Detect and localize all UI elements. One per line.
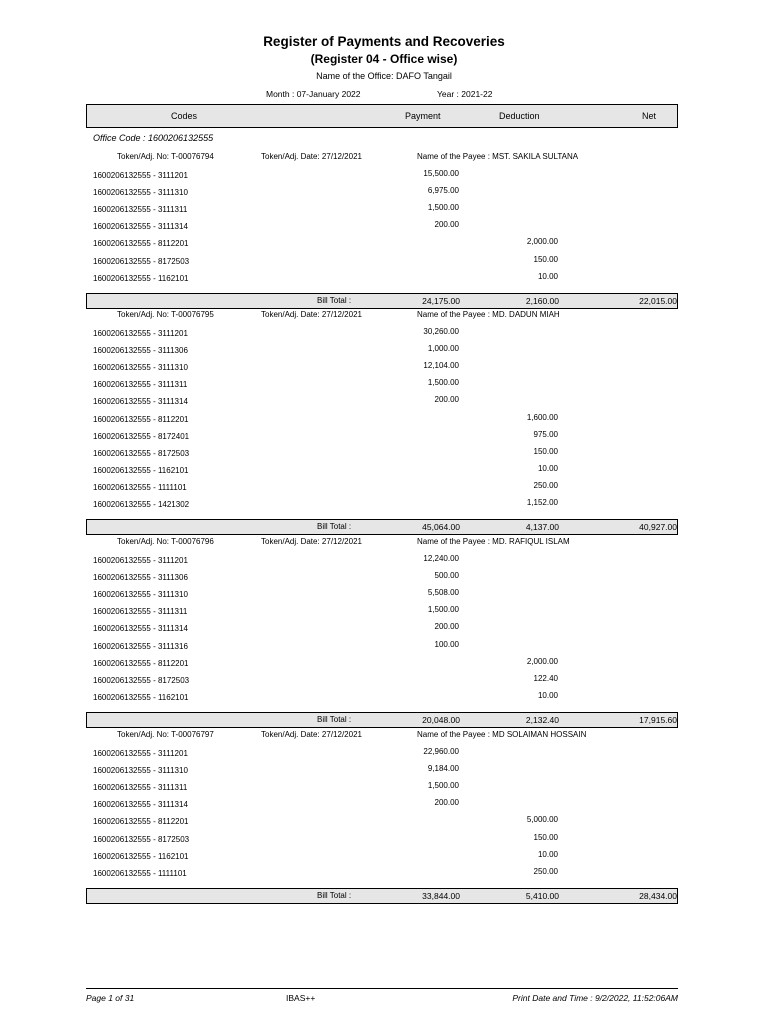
row-code: 1600206132555 - 3111314: [93, 397, 188, 407]
token-number: Token/Adj. No: T-00076797: [117, 730, 214, 739]
row-deduction: 250.00: [533, 480, 558, 490]
row-code: 1600206132555 - 3111310: [93, 766, 188, 776]
row-deduction: 2,000.00: [526, 656, 558, 666]
row-code: 1600206132555 - 3111310: [93, 188, 188, 198]
row-code: 1600206132555 - 3111311: [93, 783, 188, 793]
bill-total-row: [86, 888, 678, 904]
row-code: 1600206132555 - 3111306: [93, 573, 188, 583]
row-code: 1600206132555 - 3111311: [93, 607, 188, 617]
office-name: Name of the Office: DAFO Tangail: [316, 71, 452, 81]
row-code: 1600206132555 - 1421302: [93, 500, 190, 509]
row-deduction: 150.00: [533, 446, 558, 456]
row-code: 1600206132555 - 8172503: [93, 256, 190, 266]
row-payment: 30,260.00: [423, 327, 459, 336]
bill-total-label: Bill Total :: [317, 522, 352, 532]
row-payment: 1,000.00: [427, 344, 459, 354]
row-payment: 15,500.00: [423, 169, 459, 178]
token-date: Token/Adj. Date: 27/12/2021: [261, 730, 362, 739]
row-deduction: 975.00: [533, 429, 558, 439]
total-net: 28,434.00: [639, 890, 677, 901]
page-number: Page 1 of 31: [86, 993, 135, 1003]
row-payment: 12,104.00: [423, 361, 459, 371]
row-payment: 5,508.00: [427, 588, 459, 598]
row-code: 1600206132555 - 3111311: [93, 380, 188, 390]
row-payment: 100.00: [434, 639, 459, 649]
row-code: 1600206132555 - 3111310: [93, 590, 188, 600]
token-number: Token/Adj. No: T-00076796: [117, 537, 214, 546]
total-payment: 33,844.00: [422, 890, 460, 901]
row-deduction: 10.00: [537, 849, 558, 859]
token-number: Token/Adj. No: T-00076795: [117, 310, 214, 319]
row-code: 1600206132555 - 3111306: [93, 346, 188, 356]
total-payment: 20,048.00: [422, 714, 460, 725]
row-deduction: 2,000.00: [526, 237, 558, 247]
row-code: 1600206132555 - 3111201: [93, 749, 188, 758]
total-deduction: 5,410.00: [525, 890, 559, 901]
row-code: 1600206132555 - 8112201: [93, 817, 189, 827]
bill-total-row: [86, 519, 678, 535]
row-code: 1600206132555 - 8112201: [93, 658, 189, 668]
row-payment: 200.00: [434, 395, 459, 405]
row-code: 1600206132555 - 8172503: [93, 448, 190, 458]
footer-divider: [86, 988, 678, 989]
row-code: 1600206132555 - 1162101: [93, 692, 189, 702]
report-subtitle: (Register 04 - Office wise): [310, 52, 458, 66]
report-month: Month : 07-January 2022: [266, 89, 361, 99]
row-payment: 200.00: [434, 798, 459, 808]
total-net: 22,015.00: [639, 295, 677, 306]
row-code: 1600206132555 - 3111314: [93, 624, 188, 634]
row-code: 1600206132555 - 3111311: [93, 205, 188, 215]
row-payment: 12,240.00: [423, 554, 459, 563]
bill-total-row: [86, 293, 678, 309]
row-code: 1600206132555 - 8112201: [93, 414, 189, 424]
total-payment: 24,175.00: [422, 295, 460, 306]
row-deduction: 10.00: [537, 690, 558, 700]
total-net: 17,915.60: [639, 714, 677, 725]
office-code: Office Code : 1600206132555: [93, 133, 214, 143]
token-date: Token/Adj. Date: 27/12/2021: [261, 537, 362, 546]
row-payment: 1,500.00: [427, 781, 459, 791]
payee-name: Name of the Payee : MD. RAFIQUL ISLAM: [417, 537, 570, 546]
row-payment: 1,500.00: [427, 605, 459, 615]
report-year: Year : 2021-22: [437, 89, 493, 99]
row-deduction: 122.40: [533, 673, 558, 683]
token-date: Token/Adj. Date: 27/12/2021: [261, 310, 362, 319]
print-datetime: Print Date and Time : 9/2/2022, 11:52:06AM: [512, 993, 678, 1003]
total-deduction: 2,160.00: [525, 295, 559, 306]
row-code: 1600206132555 - 3111314: [93, 222, 188, 232]
row-code: 1600206132555 - 3111201: [93, 171, 188, 180]
row-code: 1600206132555 - 3111310: [93, 363, 188, 373]
row-payment: 500.00: [434, 571, 459, 581]
row-deduction: 150.00: [533, 254, 558, 264]
row-deduction: 1,600.00: [526, 412, 558, 422]
row-payment: 200.00: [434, 622, 459, 632]
token-date: Token/Adj. Date: 27/12/2021: [261, 152, 362, 161]
row-payment: 9,184.00: [427, 764, 459, 774]
row-code: 1600206132555 - 1162101: [93, 851, 189, 861]
total-payment: 45,064.00: [422, 522, 460, 533]
row-code: 1600206132555 - 1111101: [93, 482, 187, 492]
row-code: 1600206132555 - 1162101: [93, 465, 189, 475]
row-code: 1600206132555 - 1162101: [93, 273, 189, 283]
row-code: 1600206132555 - 8172503: [93, 834, 190, 844]
row-deduction: 250.00: [533, 866, 558, 876]
bill-total-label: Bill Total :: [317, 295, 352, 305]
bill-total-label: Bill Total :: [317, 714, 352, 724]
bill-total-row: [86, 712, 678, 728]
total-net: 40,927.00: [639, 522, 677, 533]
row-code: 1600206132555 - 8172503: [93, 675, 190, 685]
row-deduction: 10.00: [537, 463, 558, 473]
row-code: 1600206132555 - 8172401: [93, 431, 190, 441]
row-code: 1600206132555 - 8112201: [93, 239, 189, 249]
column-header-codes: Codes: [171, 111, 198, 121]
row-deduction: 10.00: [537, 271, 558, 281]
bill-total-label: Bill Total :: [317, 890, 352, 900]
report-title: Register of Payments and Recoveries: [263, 34, 505, 49]
column-header-bar: [86, 104, 678, 128]
total-deduction: 2,132.40: [525, 714, 559, 725]
row-code: 1600206132555 - 3111316: [93, 641, 188, 651]
row-payment: 22,960.00: [423, 747, 459, 756]
row-deduction: 150.00: [533, 832, 558, 842]
total-deduction: 4,137.00: [525, 522, 559, 533]
row-deduction: 1,152.00: [526, 498, 558, 507]
row-deduction: 5,000.00: [526, 815, 558, 825]
token-number: Token/Adj. No: T-00076794: [117, 152, 214, 161]
row-code: 1600206132555 - 3111201: [93, 329, 188, 338]
row-payment: 1,500.00: [427, 203, 459, 213]
app-name: IBAS++: [286, 993, 316, 1003]
row-payment: 200.00: [434, 220, 459, 230]
column-header-net: Net: [642, 111, 657, 121]
column-header-deduction: Deduction: [499, 111, 540, 121]
row-code: 1600206132555 - 1111101: [93, 868, 187, 878]
payee-name: Name of the Payee : MST. SAKILA SULTANA: [417, 152, 579, 161]
row-code: 1600206132555 - 3111201: [93, 556, 188, 565]
column-header-payment: Payment: [405, 111, 441, 121]
payee-name: Name of the Payee : MD. DADUN MIAH: [417, 310, 560, 319]
row-code: 1600206132555 - 3111314: [93, 800, 188, 810]
payee-name: Name of the Payee : MD SOLAIMAN HOSSAIN: [417, 730, 587, 739]
row-payment: 1,500.00: [427, 378, 459, 388]
row-payment: 6,975.00: [427, 186, 459, 196]
